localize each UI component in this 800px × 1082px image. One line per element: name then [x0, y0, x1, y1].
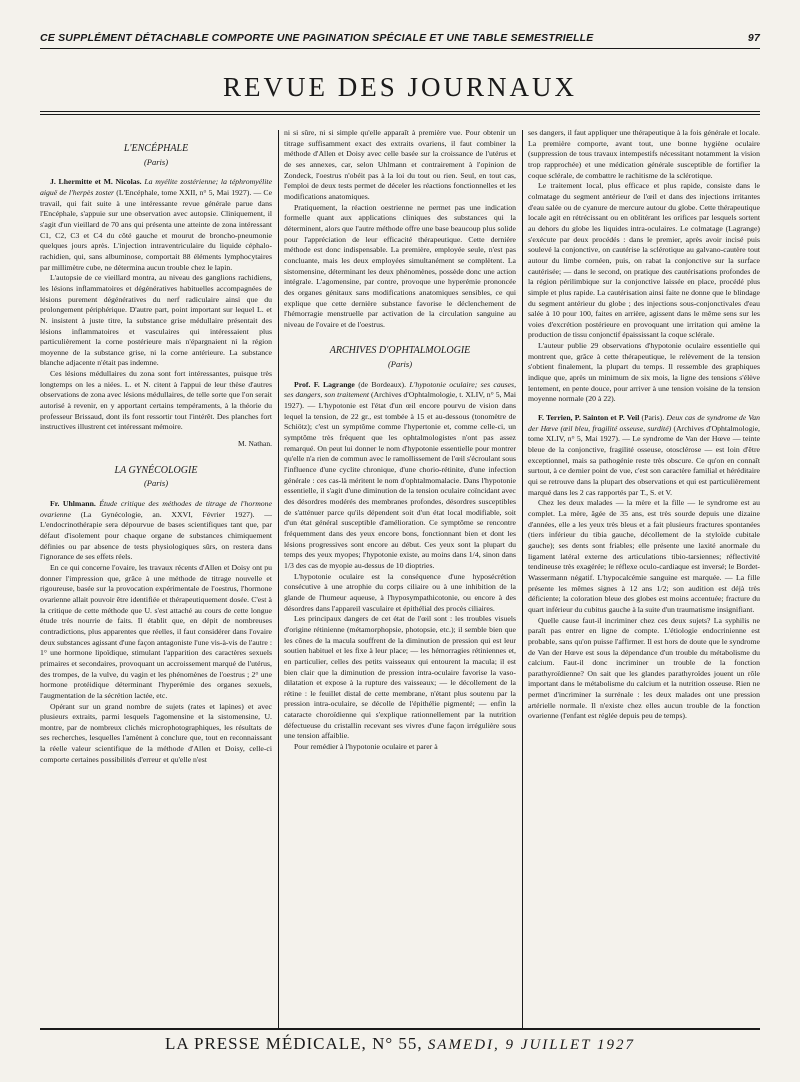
article-reference: (Archives d'Ophtalmologie, t. XLIV, n° 5, Mai 1927).	[284, 390, 516, 411]
article-reference: (L'Encéphale, tome XXII, n° 5, Mai 1927).	[116, 187, 252, 197]
running-header	[40, 32, 760, 44]
column-3	[528, 128, 760, 1028]
article-terrien	[528, 413, 760, 498]
article-title: L'hypotonie oculaire; ses causes, ses dangers, son traitement	[284, 379, 516, 400]
paragraph: ses dangers, il faut appliquer une thérapeutique à la fois générale et locale. La première comporte, avant tout, une bonne hygiène oculaire (suppression de tous travaux intempestifs nécessitant notamment la vision trop rapprochée) et une médication générale susceptible de fortifier la coque sclérale, de combattre le rachitisme de la sclérotique.	[528, 128, 760, 180]
column-2	[284, 128, 516, 1028]
article-affiliation: (Paris).	[641, 413, 665, 423]
paragraph: Pour remédier à l'hypotonie oculaire et parer à	[294, 742, 438, 752]
running-title: CE SUPPLÉMENT DÉTACHABLE COMPORTE UNE PAGINATION SPÉCIALE ET UNE TABLE SEMESTRIELLE	[40, 32, 594, 44]
column-1	[40, 128, 272, 1028]
paragraph: Ces lésions médullaires du zona sont fort intéressantes, puisque très longtemps on les a niées. L. et N. citent à l'appui de leur thèse d'autres observations de zona avec lésions médullaires, de telle sorte que l'on serait autorisé à revenir, en y apportant certains tempéraments, à la théorie du professeur Brissaud, dont ils font ressortir tout l'intérêt. Des planches fort instructives illustrent cet intéressant mémoire.	[40, 369, 272, 432]
issue-number: N° 55,	[372, 1034, 423, 1053]
paragraph: Chez les deux malades — la mère et la fille — le syndrome est au complet. La mère, âgée de 35 ans, est très sourde depuis une dizaine d'années, elle a les yeux très bleus et a fait plusieurs fractures spontanées (tiers inférieur du tibia gauche, décollement de la styloïde cubitale gauche); ses dents sont friables; elle présente une laxité anormale du ligament latéral externe des articulations tibio-tarsiennes; réflectivité tendineuse très exagérée; le réflexe oculo-cardiaque est inversé; le Bordet-Wassermann négatif. L'hypocalcémie sanguine est marquée. — La fille présente les mêmes signes à 12 ans 1/2; son audition est déjà très déficiente; la coloration bleue des globes est moins accentuée; fracture du quart inférieur du cubitus gauche à la suite d'un traumatisme insignifiant.	[528, 498, 760, 614]
article-title: La myélite zostérienne; la téphromyélite aiguë de l'herpès zoster	[40, 177, 272, 197]
article-body: — L'hypotonie est l'état d'un œil encore pourvu de vision dans lequel la tension, de 22 gr., est tombée à 15 et au-dessous (tonomètre de Schiötz); c'est un symptôme comme l'hypertonie et, comme celle-ci, un symptôme très fréquent que les ophtalmologistes n'ont pas assez remarqué. On peut lui donner le nom d'hypotonie essentielle pour montrer qu'elle n'a rien de commun avec le ramollissement de l'œil s'écroulant sous l'influence d'une cyclite chronique, d'une chorio-rétinite, d'une infection générale : ces cas-là méritent le nom d'ophtalmomalacie. Dans l'hypotonie essentielle, il s'agit d'une diminution de la tension oculaire coïncidant avec des désordres modérés des membranes profondes, désordres susceptibles de s'atténuer parce qu'ils dépendent soit d'un état local modifiable, soit d'un état général susceptible d'amélioration. Ce symptôme se rencontre fréquemment dans des yeux encore bons, fonctionnant bien et dont les lésions progressives sont encore au début. Ces yeux sont la plupart du temps des yeux myopes; l'hypotonie existe, au moins dans 1/4, sinon dans 1/3 des cas de myopie au-dessus de 10 dioptries.	[284, 401, 516, 570]
article-title: Étude critique des méthodes de titrage de l'hormone ovarienne	[40, 499, 272, 519]
header-rule	[40, 48, 760, 49]
issue-date: SAMEDI, 9 JUILLET 1927	[427, 1037, 635, 1053]
article-author: F. Terrien, P. Sainton et P. Veil	[538, 413, 640, 423]
masthead-rule-top	[40, 111, 760, 112]
article-body: — Ce travail, qui fait suite à une intéressante revue générale parue dans l'Encéphale, s'appuie sur une observation avec autopsie. Cliniquement, il s'agit d'un vieillard de 70 ans qui présenta une atteinte de zona intéressant C1, C2, C3 et C4 du côté gauche et mourut de broncho-pneumonie quelques jours après. L'injection intraventriculaire du liquide céphalo-rachidien, qui, sans albuminose, comportait 88 éléments lymphocytaires par millimètre cube, ne détermina aucun trouble chez le lapin.	[40, 187, 272, 272]
paragraph: Le traitement local, plus efficace et plus rapide, consiste dans le colmatage du segment antérieur de l'œil et dans des injections irritantes d'eau salée ou de cyanure de mercure autour du globe. Cette thérapeutique locale agit en rétrécissant ou en oblitérant les orifices par lesquels sortent au dehors du globe les liquides intra-oculaires. Le colmatage (Lagrange) s'exécute par deux procédés : dans le premier, après avoir incisé puis soulevé la conjonctive, on cautérise la sclérotique au galvano-cautère tout autour du limbe cornéen, puis, on rabat la conjonctive sur la surface cautérisée; — dans le second, on pratique des cautérisations profondes de la région périlimbique sur la conjonctive laissée en place, procédé plus simple et plus rapide. La cautérisation ainsi faite ne donne que le blindage du segment antérieur du globe ; des injections sous-conjonctivales d'eau salée à 10 pour 100, faites en arrière, agissent dans le même sens sur les voies d'excrétion postérieure en provoquant une irritation qui amène la production de tissu conjonctif épaississant la coque sclérale.	[528, 181, 760, 340]
paragraph: Pratiquement, la réaction oestrienne ne permet pas une indication formelle quant aux applications cliniques des substances qui la déterminent, alors que l'autre méthode offre une base beaucoup plus solide pour l'appréciation de leur efficacité thérapeutique. Cette dernière méthode est donc indispensable. La première, employée seule, n'est pas concluante, mais les deux employées simultanément se complètent. La sistomensine, déterminant les deux phénomènes, possède donc une action intégrale. L'agomensine, par contre, provoque une hyperémie prononcée des organes génitaux sans modifications anatomiques sensibles, ce qui explique que cette dernière substance favorise le déclenchement de l'hémorragie menstruelle par activation de la circulation sanguine au niveau de l'ovaire et de l'oestrus.	[284, 202, 516, 329]
article-columns	[40, 128, 760, 1028]
section-title: L'ENCÉPHALE	[123, 143, 189, 154]
article-reference: (Archives d'Ophtalmologie, tome XLIV, n° 5, Mai 1927).	[528, 423, 760, 444]
section-title: ARCHIVES D'OPHTALMOLOGIE	[329, 345, 471, 357]
paragraph: L'autopsie de ce vieillard montra, au niveau des ganglions rachidiens, les lésions inflammatoires et dégénératives habituelles accompagnées de lésions purement dégénératives du nerf radiculaire ainsi que du prolongement périphérique. D'autre part, point important sur lequel L. et N. insistent à juste titre, la substance grise médullaire présentait des lésions inflammatoires et vasculaires qui intéressaient plus particulièrement la corne postérieure mais n'épargnaient ni la région moyenne de la substance grise, ni la corne antérieure. La substance blanche adjacente n'était pas indemne.	[40, 273, 272, 368]
paragraph: Quelle cause faut-il incriminer chez ces deux sujets? La syphilis ne paraît pas entrer en ligne de compte. L'étiologie endocrinienne est probable, sans qu'on puisse l'affirmer. Il est hors de doute que le syndrome de Van der Hœve est sous la dépendance d'un trouble du métabolisme du calcium. Faut-il donc incriminer un trouble de la fonction parathyroïdienne? On sait que les glandes parathyroïdes jouent un rôle important dans le métabolisme du calcium et la nutrition osseuse. Rien ne permet d'incriminer la surrénale : les deux malades ont une pression artérielle normale. Il n'existe chez elles aucun trouble de la fonction ovarienne (l'enfant est réglée depuis peu de temps).	[528, 615, 760, 721]
paragraph: Opérant sur un grand nombre de sujets (rates et lapines) et avec plusieurs extraits, parmi lesquels l'agomensine et la sistomensine, U. montre, par de nombreux clichés microphotographiques, les résultats de ses recherches, lesquelles l'amènent à conclure que, tout en reconnaissant la réelle valeur scientifique de la méthode d'Allen et Doisy, celle-ci comporte certaines possibilités d'erreur et qu'elle n'est	[40, 701, 272, 764]
article-reference: (La Gynécologie, an. XXVI, Février 1927).	[80, 509, 255, 519]
paragraph: ni si sûre, ni si simple qu'elle apparaît à première vue. Pour obtenir un titrage suffisamment exact des extraits ovariens, il faut combiner la méthode d'Allen et Doisy avec celle basée sur la croissance de l'utérus et de ses annexes, car, selon Uhlmann et contrairement à l'opinion de Zondeck, l'oestrus n'obéit pas à la loi du tout ou rien. Seul, en tout cas, l'emploi de deux tests permet de déceler les réactions fonctionnelles et les modifications anatomiques.	[284, 128, 516, 201]
article-body: — Le syndrome de Van der Hœve — teinte bleue de la conjonctive, fragilité osseuse, otosclérose — est loin d'être exceptionnel, mais sa pathogénie reste très obscure. Ce qu'on en connaît surtout, à ce dernier point de vue, c'est son caractère familial et héréditaire qui se retrouve dans la plupart des observations et qui est particulièrement marqué dans les 2 cas rapportés par T., S. et V.	[528, 434, 760, 497]
journal-name: LA PRESSE MÉDICALE,	[165, 1034, 367, 1053]
section-city: (Paris)	[143, 156, 169, 167]
article-lhermitte	[40, 177, 272, 273]
paragraph: L'auteur publie 29 observations d'hypotonie oculaire essentielle qui montrent que, grâce à cette thérapeutique, le relèvement de la tension s'obtient finalement, la plupart du temps. Il ressemble des graphiques indique que, après un minimum de six mois, la ligne des tensions s'élève lentement, en pente douce, pour arriver à une tension voisine de la tension moyenne normale (20 à 22).	[528, 341, 760, 404]
reviewer-signature: M. Nathan.	[238, 439, 272, 449]
article-body: — L'endocrinothérapie sera dépourvue de bases scientifiques tant que, par défaut d'isolement pour chaque organe de substances chimiquement définies ou par absence de tests physiologiques sûrs, on restera dans l'ignorance de ses effets réels.	[40, 509, 272, 562]
article-author: Fr. Uhlmann.	[50, 499, 96, 509]
paragraph: Les principaux dangers de cet état de l'œil sont : les troubles visuels d'origine rétinienne (métamorphopsie, photopsie, etc.); il semble bien que les cônes de la macula souffrent de la diminution de pression qui est leur soutien habituel et les fixe à leur place; — les hémorragies rétiniennes et, en particulier, celles des petits vaisseaux qui entourent la macula; il est bien clair que la diminution de pression intra-oculaire favorise la vaso-dilatation et expose à la rupture des vaisseaux; — le décollement de la rétine : le feuillet distal de cette membrane, n'étant plus soutenu par la pression intra-oculaire, se décolle de l'épithélie pigmenté; — enfin la cataracte choroïdienne qui s'explique rationnellement par la nutrition défectueuse du cristallin recevant ses vivres d'une façon irrégulière sous une tension affaiblie.	[284, 614, 516, 741]
article-title: Deux cas de syndrome de Van der Hœve (œil bleu, fragilité osseuse, surdité)	[528, 413, 760, 433]
article-affiliation: (de Bordeaux).	[358, 379, 407, 389]
paragraph: En ce qui concerne l'ovaire, les travaux récents d'Allen et Doisy ont pu donner l'impression que, grâce à une méthode de titrage nouvelle et rigoureuse, basée sur la provocation expérimentale de l'oestrus, l'hormone ovarienne allait pouvoir être identifiée et thérapeutiquement dosée. C'est à la critique de cette méthode que U. s'est attaché au cours de cette longue étude très nourrie de faits. Il établit que, en dépit de nombreuses contradictions, plus apparentes que réelles, il faut considérer dans l'ovaire deux substances agissant d'une façon antagoniste l'une vis-à-vis de l'autre : 1° une hormone lipoïdique, stimulant l'apparition des caractères sexuels primaires et secondaires, provoquant un accroissement marqué de l'utérus, des trompes, de la vulve, du vagin et les phénomènes de l'oestrus ; 2° une hormone protéidique déterminant l'hyperémie des organes sexuels, l'augmentation de la sécrétion lactée, etc.	[40, 562, 272, 700]
article-author: Prof. F. Lagrange	[294, 379, 355, 389]
masthead-rule-bottom	[40, 114, 760, 115]
page-number: 97	[747, 32, 760, 44]
masthead-title: REVUE DES JOURNAUX	[222, 72, 577, 102]
paragraph: L'hypotonie oculaire est la conséquence d'une hyposécrétion consécutive à une atrophie du corps ciliaire ou à une inhibition de la glande de l'humeur aqueuse, à l'hyposympathicotonie, ou encore à des désordres dans l'appareil vasculaire et épithélial des procès ciliaires.	[284, 571, 516, 613]
footer-rule	[40, 1028, 760, 1030]
section-city: (Paris)	[143, 478, 169, 489]
section-city: (Paris)	[387, 359, 413, 370]
footer	[40, 1034, 760, 1054]
section-title: LA GYNÉCOLOGIE	[114, 464, 198, 476]
article-author: J. Lhermitte et M. Nicolas.	[50, 177, 142, 187]
article-uhlmann	[40, 499, 272, 563]
article-lagrange	[284, 380, 516, 572]
